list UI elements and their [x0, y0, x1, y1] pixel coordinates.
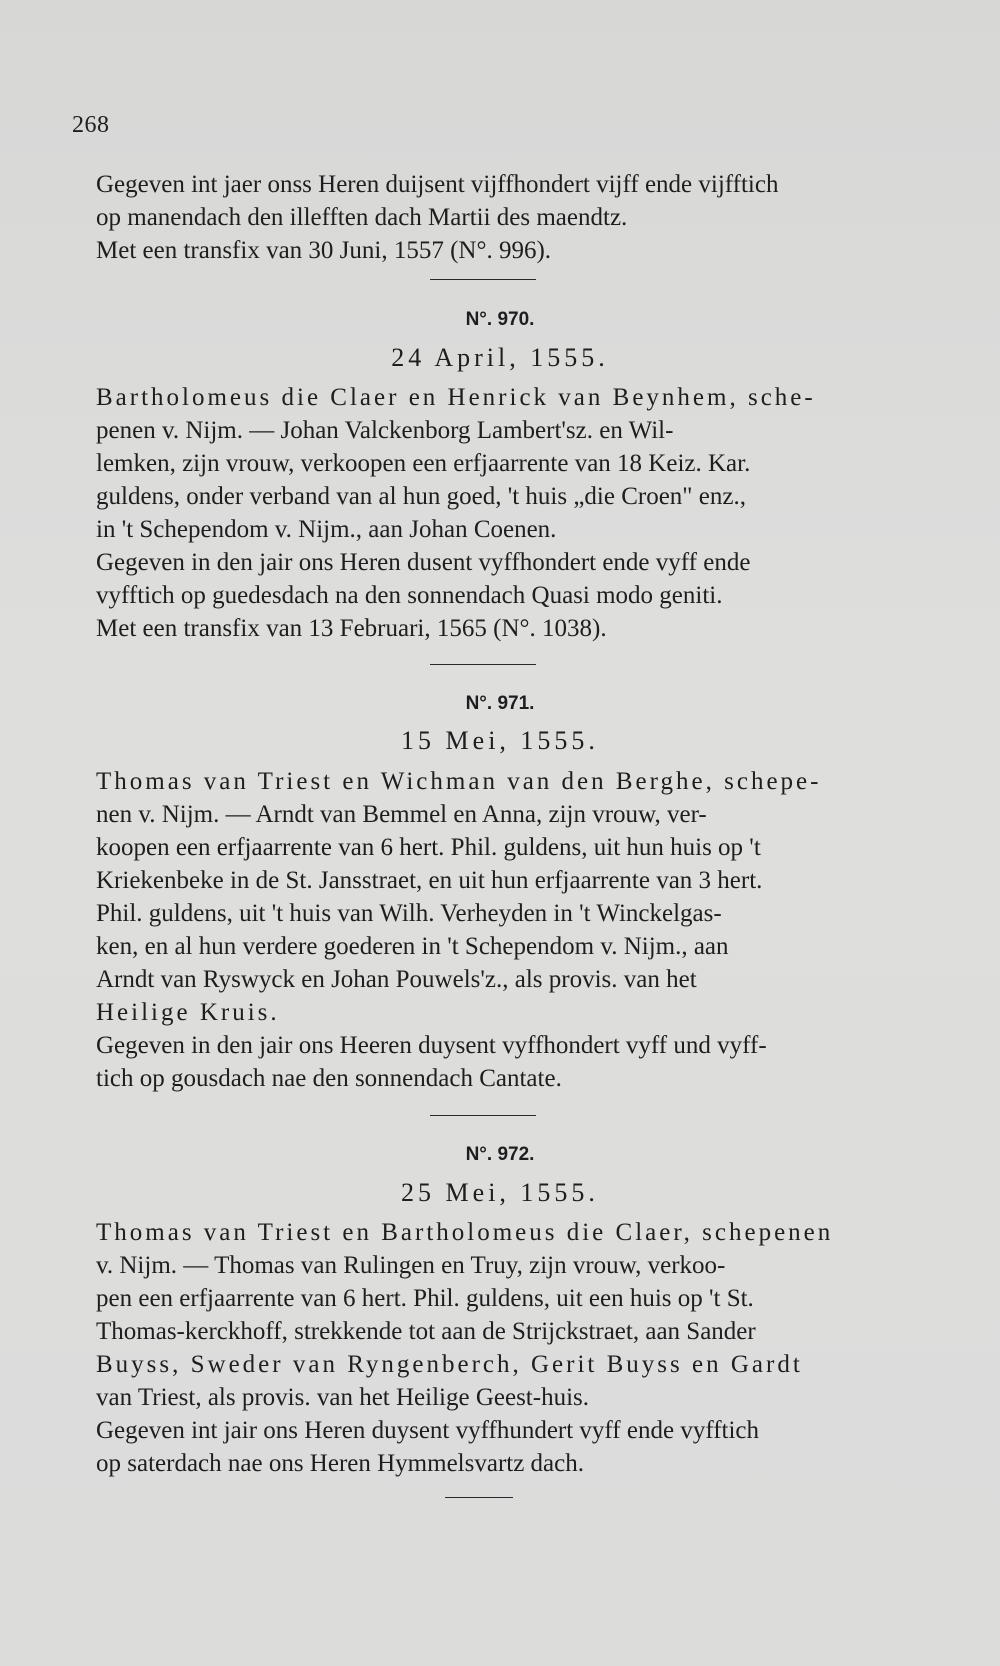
section-divider — [430, 1115, 536, 1116]
text-line: Phil. guldens, uit 't huis van Wilh. Verheyden in 't Winckelgas- — [96, 900, 722, 927]
text-line: v. Nijm. — Thomas van Rulingen en Truy, zijn vrouw, verkoo- — [96, 1252, 726, 1279]
text-line: Met een transfix van 30 Juni, 1557 (N°. 996). — [96, 237, 552, 264]
text-line: koopen een erfjaarrente van 6 hert. Phil. guldens, uit hun huis op 't — [96, 834, 761, 861]
entry-text — [96, 1216, 904, 1480]
text-line: Met een transfix van 13 Februari, 1565 (N°. 1038). — [96, 615, 607, 642]
entry-text — [96, 381, 904, 645]
text-line: vyfftich op guedesdach na den sonnendach Quasi modo geniti. — [96, 582, 723, 609]
text-line: Gegeven in den jair ons Heren dusent vyffhondert ende vyff ende — [96, 549, 751, 576]
text-line: penen v. Nijm. — Johan Valckenborg Lambert'sz. en Wil- — [96, 417, 674, 444]
text-line: Bartholomeus die Claer en Henrick van Beynhem, sche- — [96, 384, 816, 411]
text-line: op saterdach nae ons Heren Hymmelsvartz dach. — [96, 1450, 585, 1477]
entry-number: N°. 972. — [465, 1144, 535, 1165]
section-divider — [430, 279, 536, 280]
entry-text — [96, 765, 904, 1095]
text-line: nen v. Nijm. — Arndt van Bemmel en Anna, zijn vrouw, ver- — [96, 801, 707, 828]
text-line: Buyss, Sweder van Ryngenberch, Gerit Buyss en Gardt — [96, 1351, 803, 1378]
text-line: Heilige Kruis. — [96, 999, 280, 1026]
text-line: pen een erfjaarrente van 6 hert. Phil. guldens, uit een huis op 't St. — [96, 1285, 754, 1312]
intro-paragraph — [96, 168, 904, 267]
entry-number: N°. 971. — [465, 693, 535, 714]
text-line: Gegeven int jaer onss Heren duijsent vijffhondert vijff ende vijfftich — [96, 171, 779, 198]
text-line: in 't Schependom v. Nijm., aan Johan Coenen. — [96, 516, 557, 543]
text-line: op manendach den illefften dach Martii des maendtz. — [96, 204, 628, 231]
text-line: Thomas van Triest en Wichman van den Berghe, schepe- — [96, 768, 822, 795]
text-line: van Triest, als provis. van het Heilige Geest-huis. — [96, 1384, 589, 1411]
text-line: Arndt van Ryswyck en Johan Pouwels'z., als provis. van het — [96, 966, 697, 993]
section-divider — [430, 664, 536, 665]
entry-date: 24 April, 1555. — [391, 343, 609, 372]
text-line: ken, en al hun verdere goederen in 't Schependom v. Nijm., aan — [96, 933, 729, 960]
text-line: Thomas-kerckhoff, strekkende tot aan de Strijckstraet, aan Sander — [96, 1318, 756, 1345]
text-line: lemken, zijn vrouw, verkoopen een erfjaarrente van 18 Keiz. Kar. — [96, 450, 751, 477]
text-line: guldens, onder verband van al hun goed, 't huis „die Croen" enz., — [96, 483, 746, 510]
text-line: Gegeven in den jair ons Heeren duysent vyffhondert vyff und vyff- — [96, 1032, 767, 1059]
section-divider — [445, 1497, 513, 1498]
text-line: Kriekenbeke in de St. Jansstraet, en uit hun erfjaarrente van 3 hert. — [96, 867, 763, 894]
entry-number: N°. 970. — [465, 309, 535, 330]
entry-date: 25 Mei, 1555. — [401, 1178, 599, 1207]
text-line: Gegeven int jair ons Heren duysent vyffhundert vyff ende vyfftich — [96, 1417, 760, 1444]
text-line: tich op gousdach nae den sonnendach Cantate. — [96, 1065, 562, 1092]
page-number: 268 — [72, 112, 110, 138]
text-line: Thomas van Triest en Bartholomeus die Claer, schepenen — [96, 1219, 834, 1246]
entry-date: 15 Mei, 1555. — [401, 726, 599, 755]
